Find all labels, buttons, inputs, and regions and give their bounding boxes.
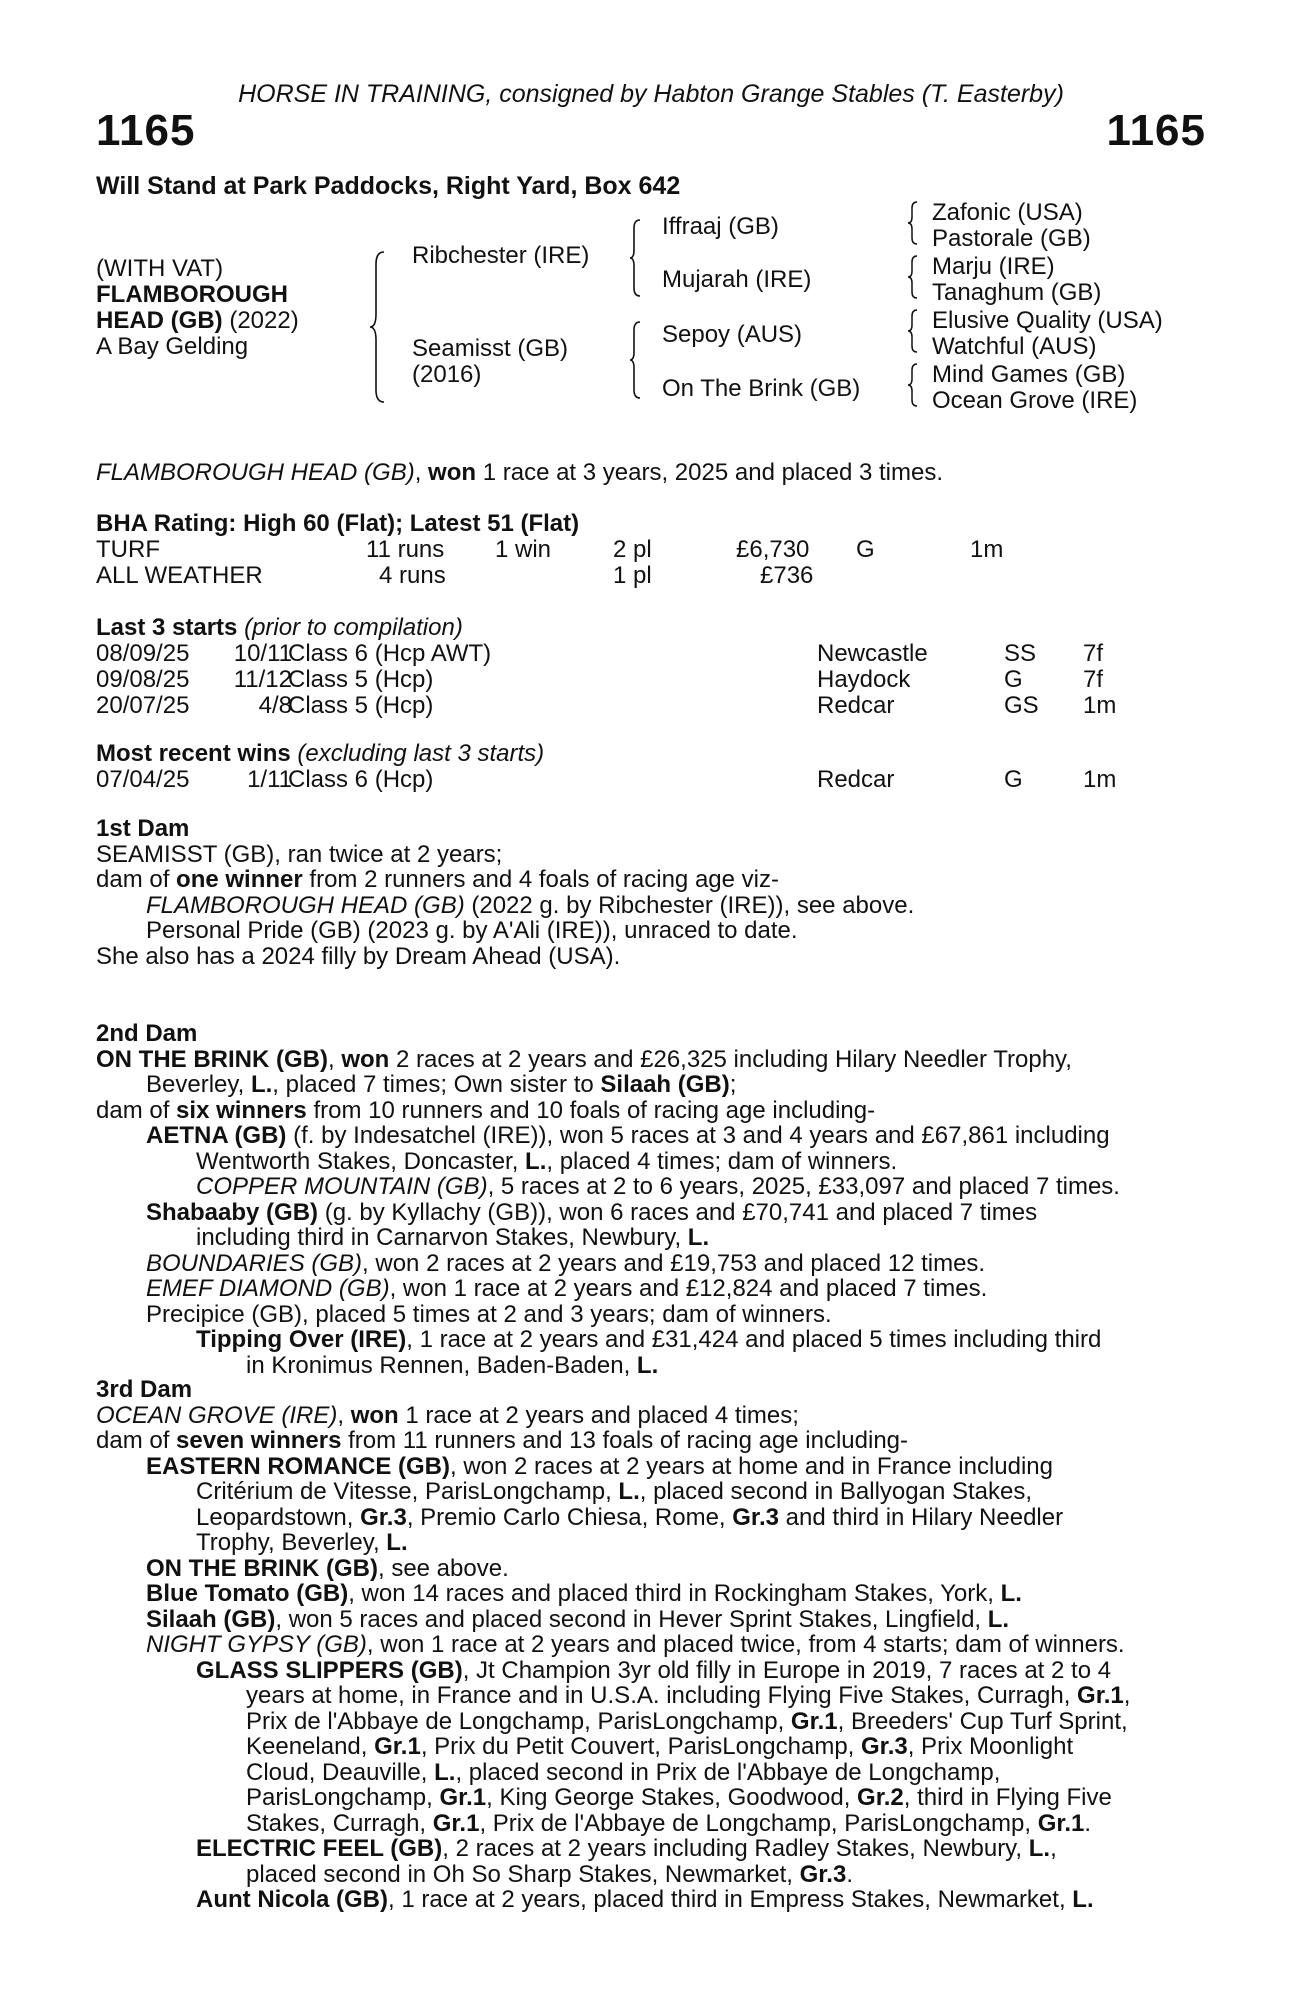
horse-name-line2 bbox=[96, 308, 299, 334]
second-dam-section: 2nd Dam ON THE BRINK (GB), won 2 races at 2 years and £26,325 including Hilary Needler Trophy, Beverley, L., placed 7 times; Own sister to Silaah (GB); dam of six winners from 10 runners and 10 foals of racing age including- AETNA (GB) (f. by Indesatchel (IRE)), won 5 races at 3 and 4 years and £67,861 including Wentworth Stakes, Doncaster, L., placed 4 times; dam of winners. COPPER MOUNTAIN (GB), 5 races at 2 to 6 years, 2025, £33,097 and placed 7 times. Shabaaby (GB) (g. by Kyllachy (GB)), won 6 races and £70,741 and placed 7 times including third in Carnarvon Stakes, Newbury, L. BOUNDARIES (GB), won 2 races at 2 years and £19,753 and placed 12 times. EMEF DIAMOND (GB), won 1 race at 2 years and £12,824 and placed 7 times. Precipice (GB), placed 5 times at 2 and 3 years; dam of winners. Tipping Over (IRE), 1 race at 2 years and £31,424 and placed 5 times including third in Kronimus Rennen, Baden-Baden, L. bbox=[96, 1021, 1206, 1378]
sire-sire: Iffraaj (GB) bbox=[662, 213, 779, 240]
brace-gg3 bbox=[906, 308, 920, 354]
gg-3: Marju (IRE) bbox=[932, 253, 1055, 280]
lot-number-left: 1165 bbox=[96, 106, 196, 155]
sire: Ribchester (IRE) bbox=[412, 242, 590, 269]
gg-1: Zafonic (USA) bbox=[932, 199, 1083, 226]
dam-dam: On The Brink (GB) bbox=[662, 375, 861, 402]
recent-wins-heading: Most recent wins (excluding last 3 starts) bbox=[96, 740, 545, 767]
sire-dam: Mujarah (IRE) bbox=[662, 266, 812, 293]
brace-main bbox=[368, 250, 388, 404]
third-dam-heading: 3rd Dam bbox=[96, 1376, 193, 1403]
second-dam-heading: 2nd Dam bbox=[96, 1020, 198, 1047]
brace-gg1 bbox=[906, 200, 920, 246]
gg-4: Tanaghum (GB) bbox=[932, 279, 1102, 306]
vat-note: (WITH VAT) bbox=[96, 255, 224, 282]
third-dam-section: 3rd Dam OCEAN GROVE (IRE), won 1 race at 2 years and placed 4 times; dam of seven winners from 11 runners and 13 foals of racing age including- EASTERN ROMANCE (GB), won 2 races at 2 years at home and in France including Critérium de Vitesse, ParisLongchamp, L., placed second in Ballyogan Stakes, Leopardstown, Gr.3, Premio Carlo Chiesa, Rome, Gr.3 and third in Hilary Needler Trophy, Beverley, L. ON THE BRINK (GB), see above. Blue Tomato (GB), won 14 races and placed third in Rockingham Stakes, York, L. Silaah (GB), won 5 races and placed second in Hever Sprint Stakes, Lingfield, L. NIGHT GYPSY (GB), won 1 race at 2 years and placed twice, from 4 starts; dam of winners. GLASS SLIPPERS (GB), Jt Champion 3yr old filly in Europe in 2019, 7 races at 2 to 4 years at home, in France and in U.S.A. including Flying Five Stakes, Curragh, Gr.1, Prix de l'Abbaye de Longchamp, ParisLongchamp, Gr.1, Breeders' Cup Turf Sprint, Keeneland, Gr.1, Prix du Petit Couvert, ParisLongchamp, Gr.3, Prix Moonlight Cloud, Deauville, L., placed second in Prix de l'Abbaye de Longchamp, ParisLongchamp, Gr.1, King George Stakes, Goodwood, Gr.2, third in Flying Five Stakes, Curragh, Gr.1, Prix de l'Abbaye de Longchamp, ParisLongchamp, Gr.1. ELECTRIC FEEL (GB), 2 races at 2 years including Radley Stakes, Newbury, L., placed second in Oh So Sharp Stakes, Newmarket, Gr.3. Aunt Nicola (GB), 1 race at 2 years, placed third in Empress Stakes, Newmarket, L. bbox=[96, 1377, 1206, 1913]
horse-year: (2022) bbox=[222, 307, 299, 334]
stand-location: Will Stand at Park Paddocks, Right Yard, Box 642 bbox=[96, 172, 681, 200]
consignor-line: HORSE IN TRAINING, consigned by Habton Grange Stables (T. Easterby) bbox=[238, 80, 1064, 108]
brace-gg2 bbox=[906, 254, 920, 300]
first-dam-section: 1st Dam SEAMISST (GB), ran twice at 2 years; dam of one winner from 2 runners and 4 foals of racing age viz- FLAMBOROUGH HEAD (GB) (2022 g. by Ribchester (IRE)), see above. Personal Pride (GB) (2023 g. by A'Ali (IRE)), unraced to date. She also has a 2024 filly by Dream Ahead (USA). bbox=[96, 816, 1206, 969]
horse-name-line1: FLAMBOROUGH bbox=[96, 281, 288, 308]
rating-heading: BHA Rating: High 60 (Flat); Latest 51 (Flat) bbox=[96, 510, 580, 537]
race-summary: FLAMBOROUGH HEAD (GB), won 1 race at 3 years, 2025 and placed 3 times. bbox=[96, 459, 943, 486]
last-starts-heading: Last 3 starts (prior to compilation) bbox=[96, 614, 463, 641]
dam-line1: Seamisst (GB) bbox=[412, 335, 569, 362]
brace-sire bbox=[628, 218, 644, 298]
gg-6: Watchful (AUS) bbox=[932, 333, 1097, 360]
gg-2: Pastorale (GB) bbox=[932, 225, 1091, 252]
dam-line2: (2016) bbox=[412, 361, 482, 388]
gg-8: Ocean Grove (IRE) bbox=[932, 387, 1138, 414]
first-dam-heading: 1st Dam bbox=[96, 815, 190, 842]
lot-number-right: 1165 bbox=[1106, 106, 1206, 155]
horse-description: A Bay Gelding bbox=[96, 333, 249, 360]
horse-name-line2-bold: HEAD (GB) bbox=[96, 307, 223, 334]
summary-name: FLAMBOROUGH HEAD (GB) bbox=[96, 459, 415, 486]
brace-dam bbox=[628, 320, 644, 400]
gg-5: Elusive Quality (USA) bbox=[932, 307, 1163, 334]
summary-won: won bbox=[428, 459, 477, 486]
brace-gg4 bbox=[906, 362, 920, 408]
dam-sire: Sepoy (AUS) bbox=[662, 321, 803, 348]
gg-7: Mind Games (GB) bbox=[932, 361, 1126, 388]
